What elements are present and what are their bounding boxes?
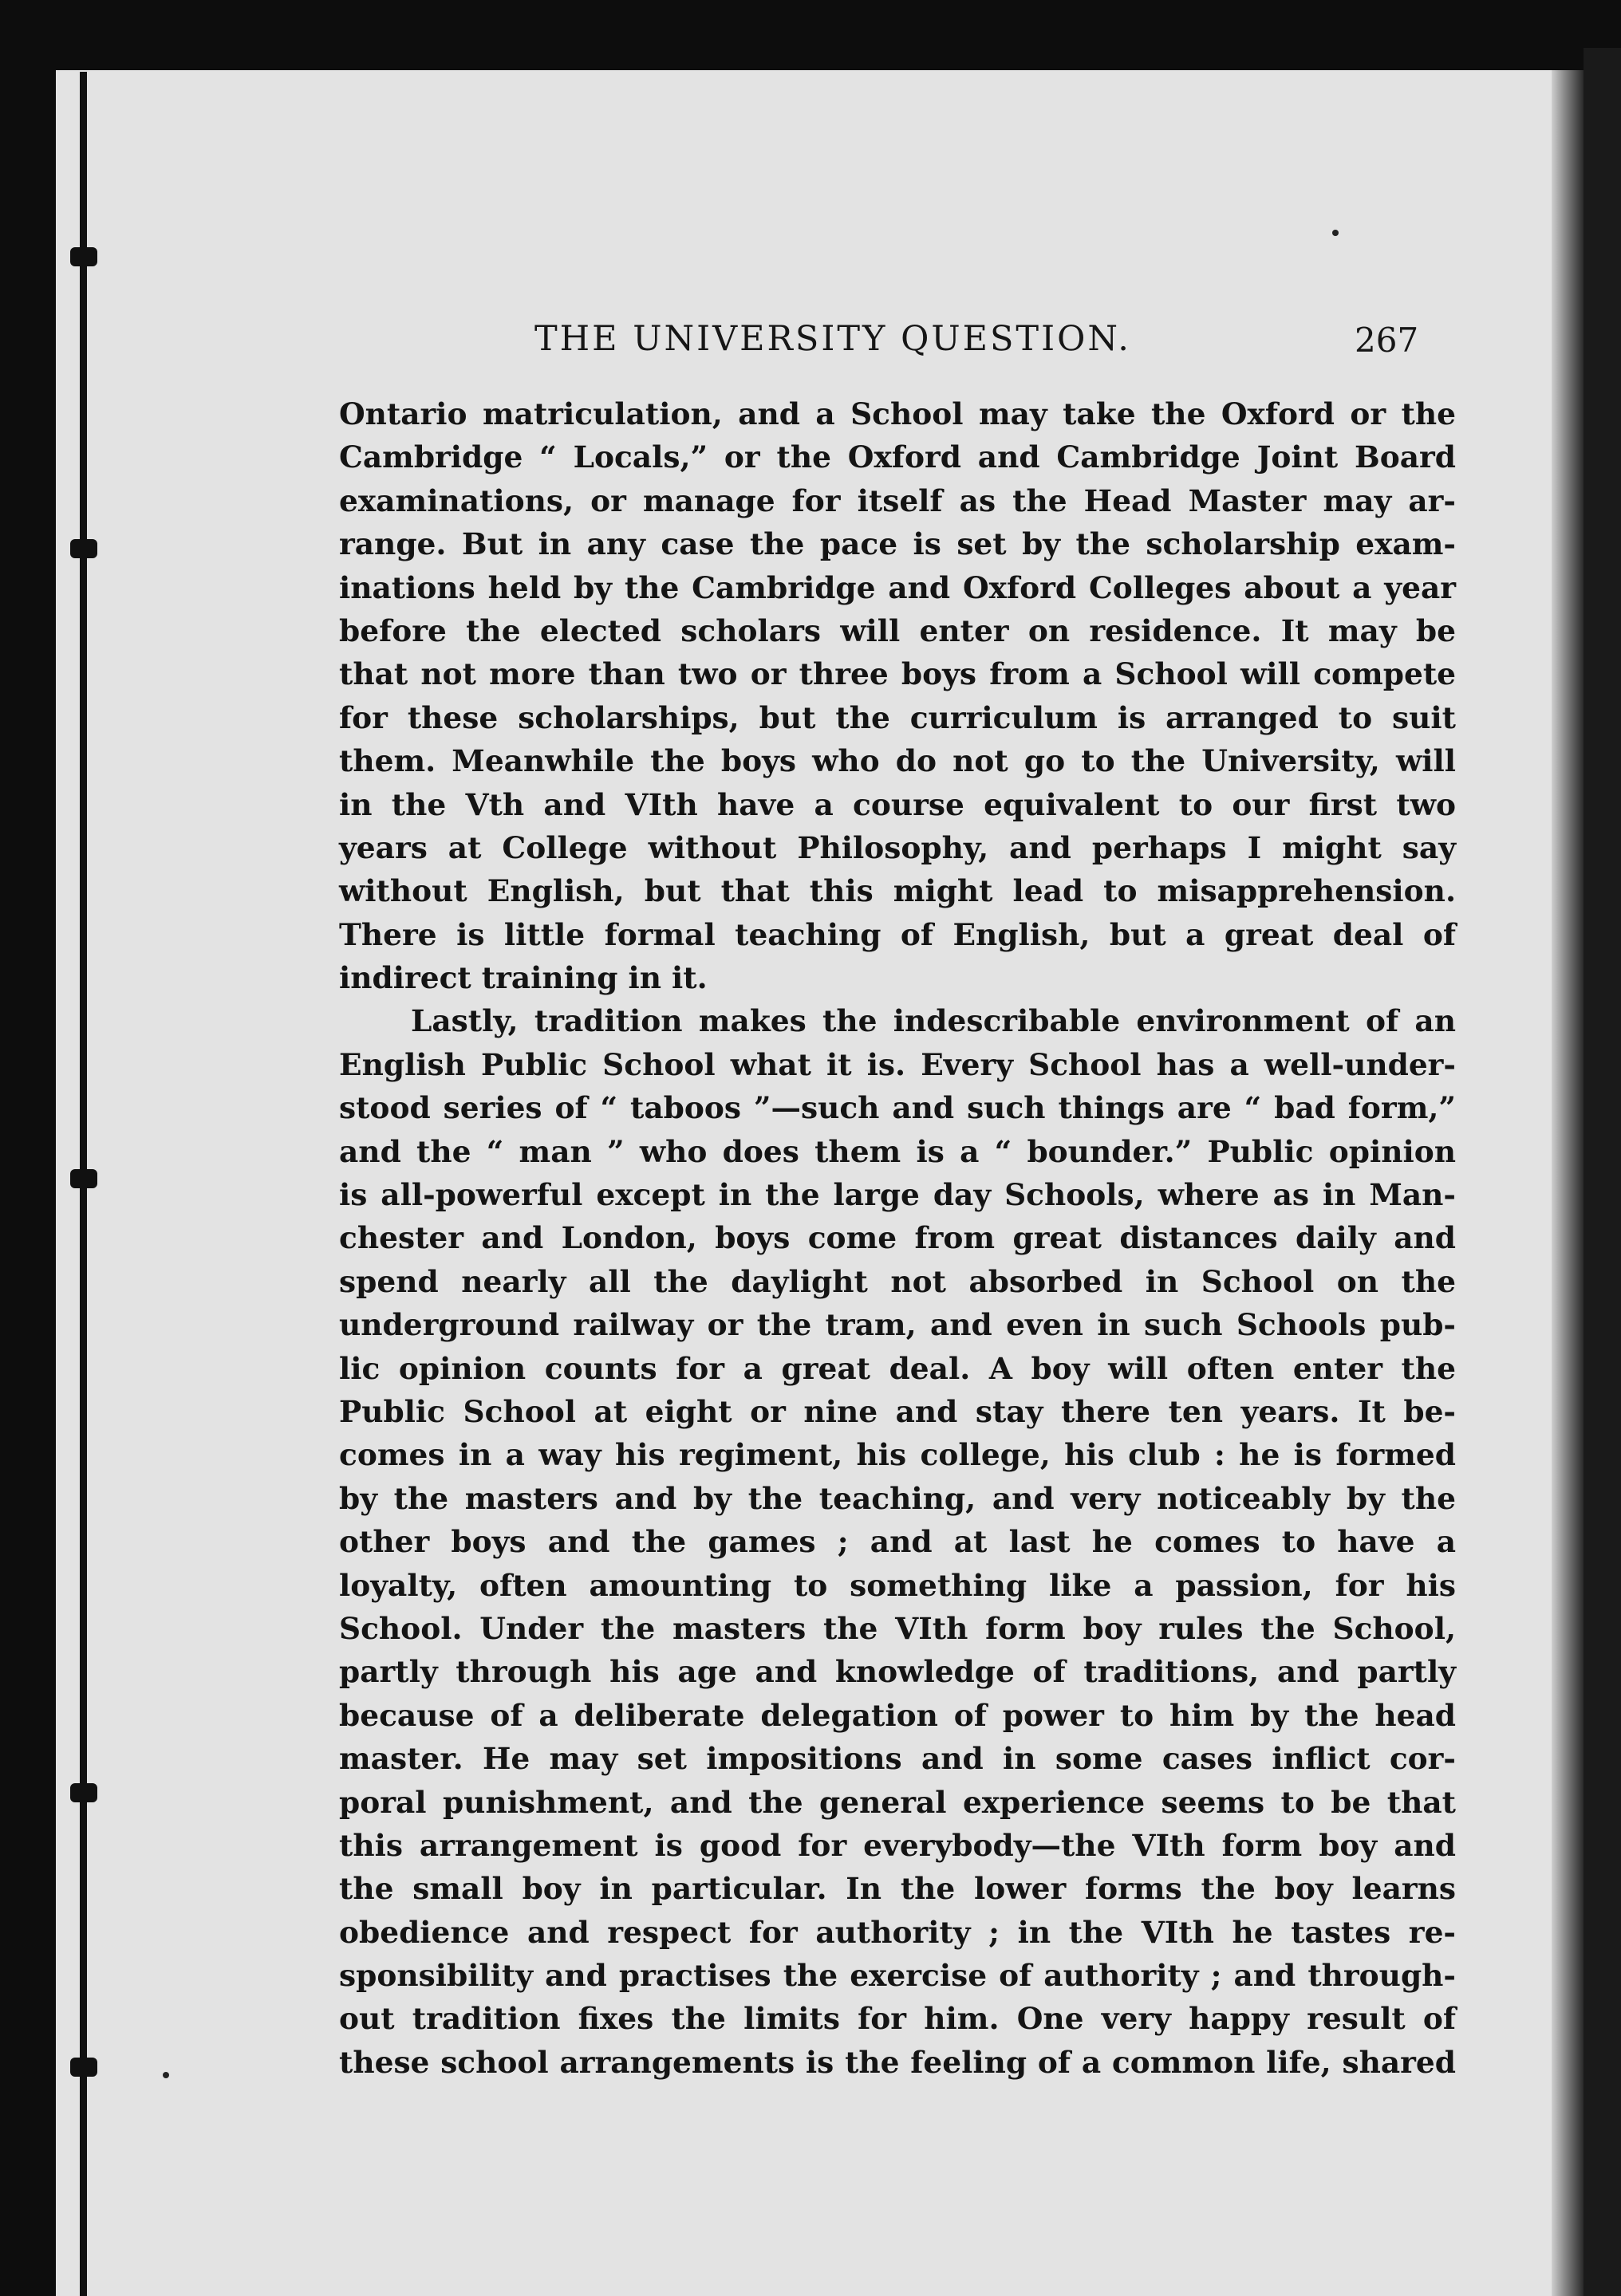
text-line: Ontario matriculation, and a School may take the Oxford or the: [339, 396, 1456, 431]
binding-stitch: [70, 1783, 97, 1802]
binding-stitch: [70, 539, 97, 558]
text-line: lic opinion counts for a great deal. A boy will often enter the: [339, 1350, 1456, 1386]
text-line: inations held by the Cambridge and Oxford Colleges about a year: [339, 569, 1456, 605]
text-line: the small boy in particular. In the lower forms the boy learns: [339, 1871, 1456, 1907]
text-line: partly through his age and knowledge of traditions, and partly: [339, 1654, 1456, 1690]
text-line: out tradition fixes the limits for him. One very happy result of: [339, 2001, 1456, 2037]
text-line: for these scholarships, but the curriculum is arranged to suit: [339, 699, 1456, 735]
text-line: before the elected scholars will enter on residence. It may be: [339, 612, 1456, 648]
text-line: examinations, or manage for itself as the Head Master may ar-: [339, 482, 1456, 518]
text-line: range. But in any case the pace is set by the scholarship exam-: [339, 526, 1456, 562]
text-line: years at College without Philosophy, and perhaps I might say: [339, 829, 1456, 865]
binding-stitch: [70, 2058, 97, 2077]
text-line: English Public School what it is. Every School has a well-under-: [339, 1046, 1456, 1082]
speck-mark: [163, 2072, 169, 2078]
text-line: other boys and the games ; and at last he comes to have a: [339, 1524, 1456, 1560]
text-line: because of a deliberate delegation of power to him by the head: [339, 1697, 1456, 1733]
text-line: indirect training in it.: [339, 960, 708, 996]
text-line: Public School at eight or nine and stay there ten years. It be-: [339, 1393, 1456, 1429]
binding-stitch: [70, 1169, 97, 1188]
page-number: 267: [1355, 321, 1419, 360]
text-line: obedience and respect for authority ; in the VIth he tastes re-: [339, 1914, 1456, 1950]
speck-mark: [1332, 230, 1339, 236]
text-line: School. Under the masters the VIth form boy rules the School,: [339, 1610, 1456, 1646]
text-line: in the Vth and VIth have a course equivalent to our first two: [339, 786, 1456, 822]
text-line: without English, but that this might lead to misapprehension.: [339, 873, 1456, 909]
page-edge: [1584, 48, 1621, 2296]
text-line: master. He may set impositions and in some cases inflict cor-: [339, 1741, 1456, 1777]
running-title: THE UNIVERSITY QUESTION.: [534, 319, 1131, 359]
running-head: [56, 319, 1556, 367]
text-line: loyalty, often amounting to something like a passion, for his: [339, 1567, 1456, 1603]
text-line: them. Meanwhile the boys who do not go to the University, will: [339, 743, 1456, 779]
text-line: is all-powerful except in the large day Schools, where as in Man-: [339, 1177, 1456, 1213]
text-line: spend nearly all the daylight not absorbed in School on the: [339, 1263, 1456, 1299]
page-gutter-shadow: [1552, 70, 1584, 2296]
text-line: and the “ man ” who does them is a “ bounder.” Public opinion: [339, 1133, 1456, 1169]
text-line: this arrangement is good for everybody—the VIth form boy and: [339, 1827, 1456, 1863]
binding-stitch: [70, 247, 97, 266]
text-line: Lastly, tradition makes the indescribable environment of an: [411, 1003, 1456, 1039]
text-line: comes in a way his regiment, his college, his club : he is formed: [339, 1437, 1456, 1473]
text-line: that not more than two or three boys from a School will compete: [339, 656, 1456, 692]
body-text: [339, 392, 1456, 2084]
text-line: chester and London, boys come from great distances daily and: [339, 1220, 1456, 1256]
text-line: stood series of “ taboos ”—such and such things are “ bad form,”: [339, 1090, 1456, 1126]
text-line: these school arrangements is the feeling of a common life, shared: [339, 2044, 1456, 2080]
text-line: Cambridge “ Locals,” or the Oxford and Cambridge Joint Board: [339, 439, 1456, 475]
text-line: There is little formal teaching of English, but a great deal of: [339, 916, 1456, 952]
text-line: by the masters and by the teaching, and very noticeably by the: [339, 1480, 1456, 1516]
text-line: sponsibility and practises the exercise of authority ; and through-: [339, 1958, 1456, 1994]
text-line: underground railway or the tram, and even in such Schools pub-: [339, 1307, 1456, 1343]
book-page: [56, 70, 1556, 2296]
text-line: poral punishment, and the general experience seems to be that: [339, 1784, 1456, 1820]
